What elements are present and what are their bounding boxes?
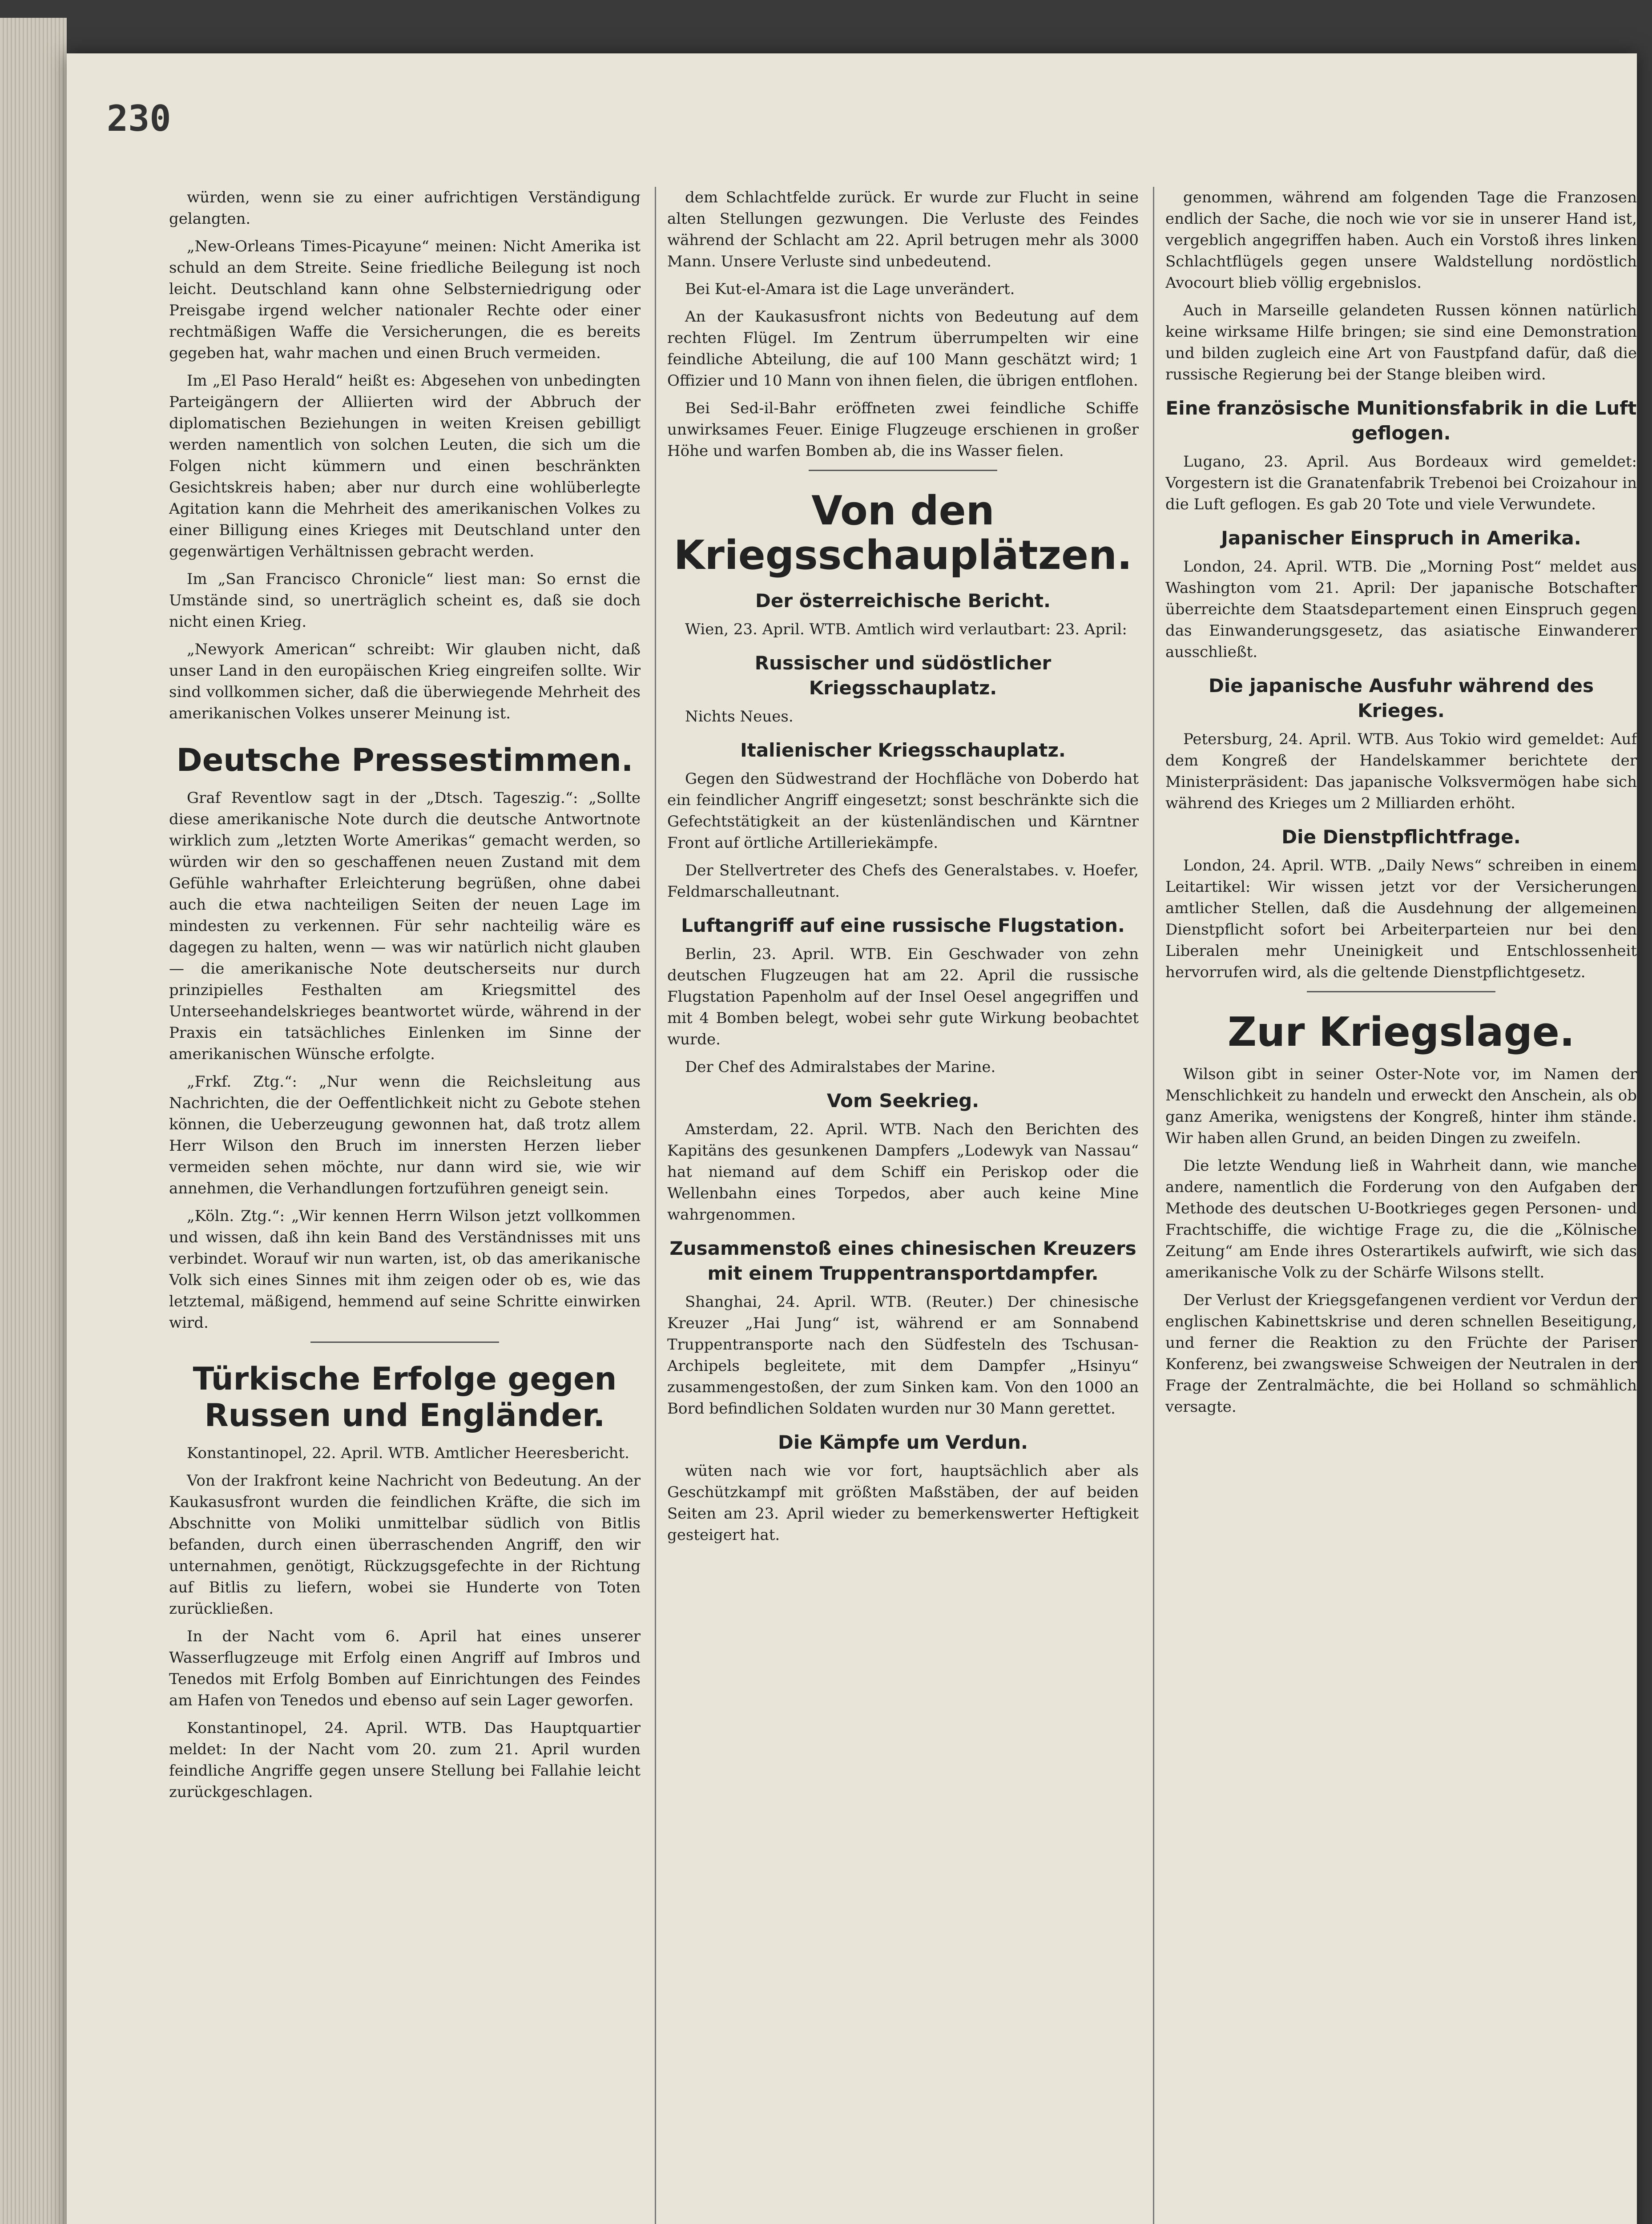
section-heading: Von den Kriegsschauplätzen.	[673, 488, 1132, 579]
subheading: Italienischer Kriegsschauplatz.	[740, 739, 1066, 761]
book-page-edges	[0, 18, 67, 2224]
paragraph: Petersburg, 24. April. WTB. Aus Tokio wird gemeldet: Auf dem Kongreß der Handelskammer berichtete der Ministerpräsident: Das japanische Volksvermögen habe sich während des Krieges um 2 Milliarden erhöht.	[1165, 730, 1637, 812]
paragraph: Bei Sed-il-Bahr eröffneten zwei feindliche Schiffe unwirksames Feuer. Einige Flugzeuge erschienen in großer Höhe und warfen Bomben ab, die ins Wasser fielen.	[667, 399, 1139, 460]
divider	[1307, 991, 1495, 992]
paragraph: Graf Reventlow sagt in der „Dtsch. Tageszig.“: „Sollte diese amerikanische Note durch die deutsche Antwortnote wirklich zum „letzten Worte Amerikas“ gemacht werden, so würden wir den so geschaffenen neuen Zustand mit dem Gefühle wahrhafter Erleichterung begrüßen, ohne dabei auch die etwa nachteiligen Seiten der neuen Lage im mindesten zu verkennen. Für sehr nachteilig wäre es dagegen zu halten, wenn — was wir natürlich nicht glauben — die amerikanische Note deutscherseits nur durch prinzipielles Festhalten am Kriegsmittel des Unterseehandelskrieges beantwortet würde, während in der Praxis ein tatsächliches Einlenken im Sinne der amerikanischen Wünsche erfolgte.	[169, 789, 641, 1063]
subheading: Der österreichische Bericht.	[755, 590, 1051, 612]
subheading: Luftangriff auf eine russische Flugstation.	[681, 915, 1125, 936]
paragraph: „Köln. Ztg.“: „Wir kennen Herrn Wilson jetzt vollkommen und wissen, daß ihn kein Band des Verständnisses mit uns verbindet. Worauf wir nun warten, ist, ob das amerikanische Volk sich eines Sinnes mit ihm zeigen oder ob es, wie das letztemal, mäßigend, hemmend auf seine Schritte einwirken wird.	[169, 1207, 641, 1332]
paragraph: Die letzte Wendung ließ in Wahrheit dann, wie manche andere, namentlich die Forderung von den Aufgaben der Methode des deutschen U-Bootkrieges gegen Personen- und Frachtschiffe, die wichtige Frage zu, die die „Kölnische Zeitung“ am Ende ihres Osterartikels aufwirft, wie sich das amerikanische Volk zu der Schärfe Wilsons stellt.	[1165, 1157, 1637, 1281]
paragraph: Der Stellvertreter des Chefs des Generalstabes. v. Hoefer, Feldmarschalleutnant.	[667, 862, 1139, 901]
paragraph: Der Verlust der Kriegsgefangenen verdient vor Verdun der englischen Kabinettskrise und deren schnellen Beseitigung, und ferner die Reaktion zu den Früchte der Pariser Konferenz, bei zwangsweise Schweigen der Neutralen in der Frage der Zentralmächte, die bei Holland so schmählich versagte.	[1165, 1291, 1637, 1416]
paragraph: würden, wenn sie zu einer aufrichtigen Verständigung gelangten.	[169, 189, 641, 228]
paragraph: London, 24. April. WTB. „Daily News“ schreiben in einem Leitartikel: Wir wissen jetzt vor der Versicherungen amtlicher Stellen, daß die Ausdehnung der allgemeinen Dienstpflicht sofort bei Arbeiterparteien nur bei den Liberalen mehr Uneinigkeit und Entschlossenheit hervorrufen wird, als die geltende Dienstpflichtgesetz.	[1165, 857, 1637, 981]
section-heading: Zur Kriegslage.	[1227, 1009, 1575, 1056]
paragraph: London, 24. April. WTB. Die „Morning Post“ meldet aus Washington vom 21. April: Der japanische Botschafter überreichte dem Staatsdepartement einen Einspruch gegen das Einwanderungsgesetz, das asiatische Einwanderer ausschließt.	[1165, 558, 1637, 661]
divider	[809, 470, 997, 471]
section-heading: Deutsche Pressestimmen.	[176, 742, 633, 778]
paragraph: Wien, 23. April. WTB. Amtlich wird verlautbart: 23. April:	[685, 620, 1127, 638]
paragraph: Im „El Paso Herald“ heißt es: Abgesehen von unbedingten Parteigängern der Alliierten wird der Abbruch der diplomatischen Beziehungen in weiten Kreisen gebilligt werden namentlich von solchen Leuten, die sich um die Folgen nicht kümmern und einen beschränkten Gesichtskreis haben; aber nur durch eine wohlüberlegte Agitation kann die Mehrheit des amerikanischen Volkes zu einer Billigung eines Krieges mit Deutschland unter den gegenwärtigen Verhältnissen gebracht werden.	[169, 372, 641, 560]
paragraph: Bei Kut-el-Amara ist die Lage unverändert.	[685, 280, 1015, 298]
column-1	[169, 187, 641, 2224]
subheading: Die Kämpfe um Verdun.	[778, 1431, 1028, 1453]
subheading: Eine französische Munitionsfabrik in die Luft geflogen.	[1165, 397, 1637, 444]
subheading: Japanischer Einspruch in Amerika.	[1221, 527, 1581, 549]
paragraph: „New-Orleans Times-Picayune“ meinen: Nicht Amerika ist schuld an dem Streite. Seine friedliche Beilegung ist noch leicht. Deutschland kann ohne Selbsterniedrigung oder Preisgabe irgend welcher nationaler Rechte oder einer rechtmäßigen Waffe die Versicherungen, die es bereits gegeben hat, wahr machen und einen Bruch vermeiden.	[169, 238, 641, 362]
paragraph: An der Kaukasusfront nichts von Bedeutung auf dem rechten Flügel. Im Zentrum überrumpelten wir eine feindliche Abteilung, die auf 100 Mann geschätzt wird; 1 Offizier und 10 Mann von ihnen fielen, die übrigen entflohen.	[667, 308, 1139, 390]
divider	[310, 1342, 499, 1343]
paragraph: Im „San Francisco Chronicle“ liest man: So ernst die Umstände sind, so unerträglich scheint es, daß sie doch nicht einen Krieg.	[169, 570, 641, 631]
subheading: Vom Seekrieg.	[826, 1090, 979, 1112]
column-rule	[655, 187, 656, 2224]
paragraph: „Newyork American“ schreibt: Wir glauben nicht, daß unser Land in den europäischen Krieg eingreifen sollte. Wir sind vollkommen sicher, daß die überwiegende Mehrheit des amerikanischen Volkes unserer Meinung ist.	[169, 641, 641, 722]
paragraph: genommen, während am folgenden Tage die Franzosen endlich der Sache, die noch wie vor sie in unserer Hand ist, vergeblich angegriffen haben. Auch ein Vorstoß ihres linken Schlachtflügels gegen unsere Waldstellung nordöstlich Avocourt blieb völlig ergebnislos.	[1165, 189, 1637, 292]
paragraph: In der Nacht vom 6. April hat eines unserer Wasserflugzeuge mit Erfolg einen Angriff auf Imbros und Tenedos mit Erfolg Bomben auf Einrichtungen des Feindes am Hafen von Tenedos und ebenso auf sein Lager geworfen.	[169, 1628, 641, 1709]
section-heading: Türkische Erfolge gegen Russen und Engländer.	[193, 1361, 617, 1434]
paragraph: Amsterdam, 22. April. WTB. Nach den Berichten des Kapitäns des gesunkenen Dampfers „Lodewyk van Nassau“ hat niemand auf dem Schiff ein Periskop oder die Wellenbahn eines Torpedos, aber auch keine Mine wahrgenommen.	[667, 1120, 1139, 1224]
subheading: Die japanische Ausfuhr während des Krieges.	[1209, 675, 1594, 721]
subheading: Russischer und südöstlicher Kriegsschauplatz.	[754, 652, 1052, 699]
column-2	[667, 187, 1139, 2224]
paragraph: Der Chef des Admiralstabes der Marine.	[685, 1058, 996, 1076]
paragraph: Shanghai, 24. April. WTB. (Reuter.) Der chinesische Kreuzer „Hai Jung“ ist, während er am Sonnabend Truppentransporte nach den Südfesteln des Tschusan-Archipels begleitete, mit dem Dampfer „Hsinyu“ zusammengestoßen, der zum Sinken kam. Von den 1000 an Bord befindlichen Soldaten wurden nur 30 Mann gerettet.	[667, 1293, 1139, 1418]
paragraph: dem Schlachtfelde zurück. Er wurde zur Flucht in seine alten Stellungen gezwungen. Die Verluste des Feindes während der Schlacht am 22. April betrugen mehr als 3000 Mann. Unsere Verluste sind unbedeutend.	[667, 189, 1139, 270]
paragraph: Konstantinopel, 22. April. WTB. Amtlicher Heeresbericht.	[187, 1444, 629, 1462]
paragraph: Nichts Neues.	[685, 708, 794, 725]
column-3	[1165, 187, 1637, 2224]
paragraph: Auch in Marseille gelandeten Russen können natürlich keine wirksame Hilfe bringen; sie sind eine Demonstration und bilden zugleich eine Art von Faustpfand dafür, daß die russische Regierung bei der Stange bleiben wird.	[1165, 302, 1637, 383]
column-rule	[1153, 187, 1154, 2224]
paragraph: Berlin, 23. April. WTB. Ein Geschwader von zehn deutschen Flugzeugen hat am 22. April die russische Flugstation Papenholm auf der Insel Oesel angegriffen und mit 4 Bomben belegt, wobei sehr gute Wirkung beobachtet wurde.	[667, 945, 1139, 1048]
page-number: 230	[107, 98, 171, 139]
paragraph: Gegen den Südwestrand der Hochfläche von Doberdo hat ein feindlicher Angriff eingesetzt; sonst beschränkte sich die Gefechtstätigkeit an der küstenländischen und Kärntner Front auf örtliche Artilleriekämpfe.	[667, 770, 1139, 852]
paragraph: Konstantinopel, 24. April. WTB. Das Hauptquartier meldet: In der Nacht vom 20. zum 21. April wurden feindliche Angriffe gegen unsere Stellung bei Fallahie leicht zurückgeschlagen.	[169, 1719, 641, 1801]
paragraph: Lugano, 23. April. Aus Bordeaux wird gemeldet: Vorgestern ist die Granatenfabrik Trebenoi bei Croizahour in die Luft geflogen. Es gab 20 Tote und viele Verwundete.	[1165, 453, 1637, 513]
paragraph: „Frkf. Ztg.“: „Nur wenn die Reichsleitung aus Nachrichten, die der Oeffentlichkeit nicht zu Gebote stehen können, die Ueberzeugung gewonnen hat, daß trotz allem Herr Wilson den Bruch im innersten Herzen lieber vermeiden sehen möchte, nur dann wird sie, wie wir annehmen, die Verhandlungen fortzuführen geneigt sein.	[169, 1073, 641, 1197]
paragraph: Von der Irakfront keine Nachricht von Bedeutung. An der Kaukasusfront wurden die feindlichen Kräfte, die sich im Abschnitte von Moliki unmittelbar südlich von Bitlis befanden, durch einen überraschenden Angriff, den wir unternahmen, genötigt, Rückzugsgefechte in der Richtung auf Bitlis zu liefern, wobei sie Hunderte von Toten zurückließen.	[169, 1472, 641, 1618]
subheading: Zusammenstoß eines chinesischen Kreuzers mit einem Truppentransportdampfer.	[669, 1237, 1136, 1284]
paragraph: wüten nach wie vor fort, hauptsächlich aber als Geschützkampf mit größten Maßstäben, der auf beiden Seiten am 23. April wieder zu bemerkenswerter Heftigkeit gesteigert hat.	[667, 1462, 1139, 1544]
subheading: Die Dienstpflichtfrage.	[1281, 826, 1521, 848]
newspaper-page	[67, 53, 1637, 2224]
paragraph: Wilson gibt in seiner Oster-Note vor, im Namen der Menschlichkeit zu handeln und erweckt den Anschein, als ob ganz Amerika, wenigstens der Kongreß, hinter ihm stände. Wir haben allen Grund, an beiden Dingen zu zweifeln.	[1165, 1065, 1637, 1147]
